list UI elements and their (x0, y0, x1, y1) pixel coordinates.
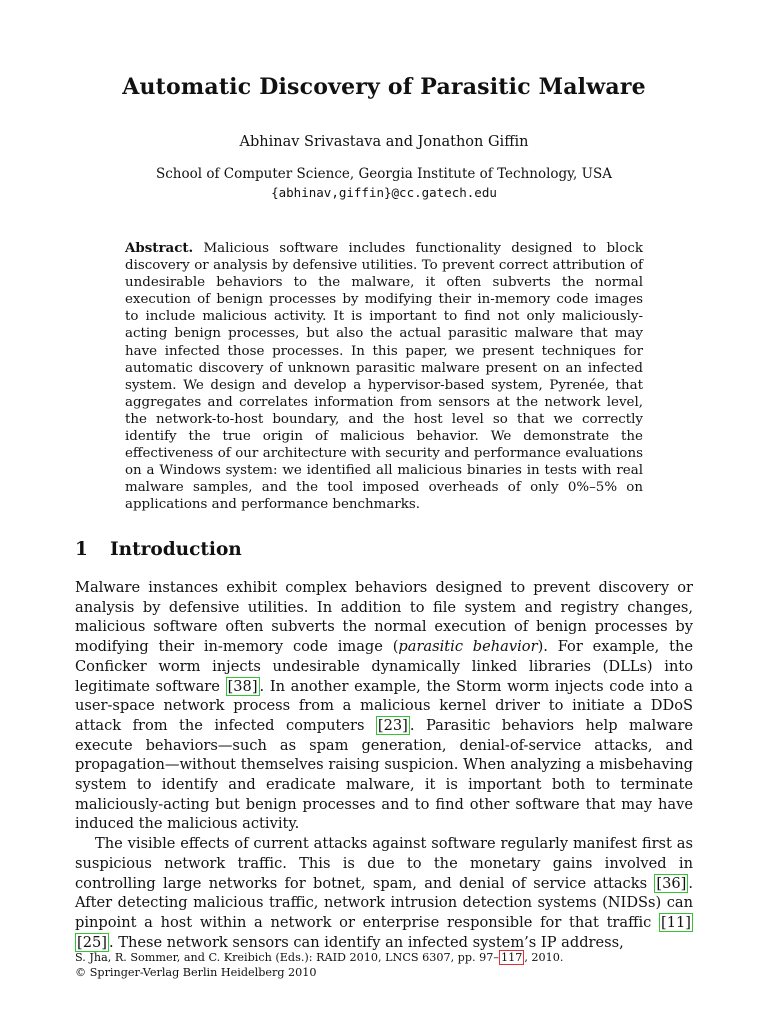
paragraph-1-text-4: . Parasitic behaviors help malware execute behaviors—such as spam generation, denial-of-service attacks, and propagation—without themselves raising suspicion. When analyzing a misbehaving system to identify and eradicate malware, it is important both to terminate maliciously-acting but benign processes and to find other software that may have induced the malicious activity. (75, 716, 693, 833)
author-list: Abhinav Srivastava and Jonathon Giffin (239, 134, 529, 150)
emphasis-parasitic-behavior: parasitic behavior (398, 638, 538, 656)
affiliation: School of Computer Science, Georgia Institute of Technology, USA (156, 166, 612, 182)
abstract-text: Malicious software includes functionality designed to block discovery or analysis by defensive utilities. To prevent correct attribution of undesirable behaviors to the malware, it often subverts the normal execution of benign processes by modifying their in-memory code images to include malicious activity. It is important to find not only maliciously-acting benign processes, but also the actual parasitic malware that may have infected those processes. In this paper, we present techniques for automatic discovery of unknown parasitic malware present on an infected system. We design and develop a hypervisor-based system, Pyrenée, that aggregates and correlates information from sensors at the network level, the network-to-host boundary, and the host level so that we correctly identify the true origin of malicious behavior. We demonstrate the effectiveness of our architecture with security and performance evaluations on a Windows system: we identified all malicious binaries in tests with real malware samples, and the tool imposed overheads of only 0%–5% on applications and performance benchmarks. (125, 241, 643, 513)
author-email: {abhinav,giffin}@cc.gatech.edu (271, 185, 497, 200)
citation-link-23[interactable]: [23] (377, 716, 408, 734)
footer-citation-year: , 2010. (524, 951, 564, 964)
footer-citation-text: S. Jha, R. Sommer, and C. Kreibich (Eds.): RAID 2010, LNCS 6307, pp. 97– (75, 951, 499, 964)
abstract-label: Abstract. (125, 240, 194, 256)
section-title: Introduction (110, 539, 242, 560)
section-heading (75, 539, 242, 560)
citation-link-36[interactable]: [36] (656, 874, 687, 892)
paragraph-2-text-3: . These network sensors can identify an infected system’s IP address, (108, 933, 624, 951)
page-range-link[interactable]: 117 (500, 951, 523, 964)
paragraph-2 (75, 834, 693, 952)
paragraph-1-text-1: Malware instances exhibit complex behaviors designed to prevent discovery or analysis by defensive utilities. In addition to file system and registry changes, malicious software often subverts the normal execution of benign processes by modifying their in-memory code image ( (75, 579, 693, 656)
paragraph-1-text-3: . In another example, the Storm worm injects code into a user-space network process from a malicious kernel driver to initiate a DDoS attack from the infected computers (75, 677, 693, 734)
abstract (125, 240, 643, 514)
paragraph-2-text-1: The visible effects of current attacks against software regularly manifest first as suspicious network traffic. This is due to the monetary gains involved in controlling large networks for botnet, spam, and denial of service attacks (75, 835, 693, 892)
paragraph-1 (75, 578, 693, 834)
section-body (75, 578, 693, 952)
citation-link-25[interactable]: [25] (77, 933, 107, 951)
paper-title: Automatic Discovery of Parasitic Malware (122, 74, 646, 100)
citation-link-11[interactable]: [11] (661, 913, 691, 931)
paragraph-2-text-2: . After detecting malicious traffic, network intrusion detection systems (NIDSs) can pinpoint a host within a network or enterprise responsible for that traffic (75, 874, 693, 931)
section-number: 1 (75, 539, 88, 560)
footer-citation (75, 950, 563, 965)
footer-copyright: © Springer-Verlag Berlin Heidelberg 2010 (75, 966, 317, 979)
paragraph-1-text-2: ). For example, the Conficker worm injects undesirable dynamically linked libraries (DLLs) into legitimate software (75, 638, 693, 695)
citation-link-38[interactable]: [38] (227, 677, 258, 695)
page-footer (75, 950, 563, 980)
